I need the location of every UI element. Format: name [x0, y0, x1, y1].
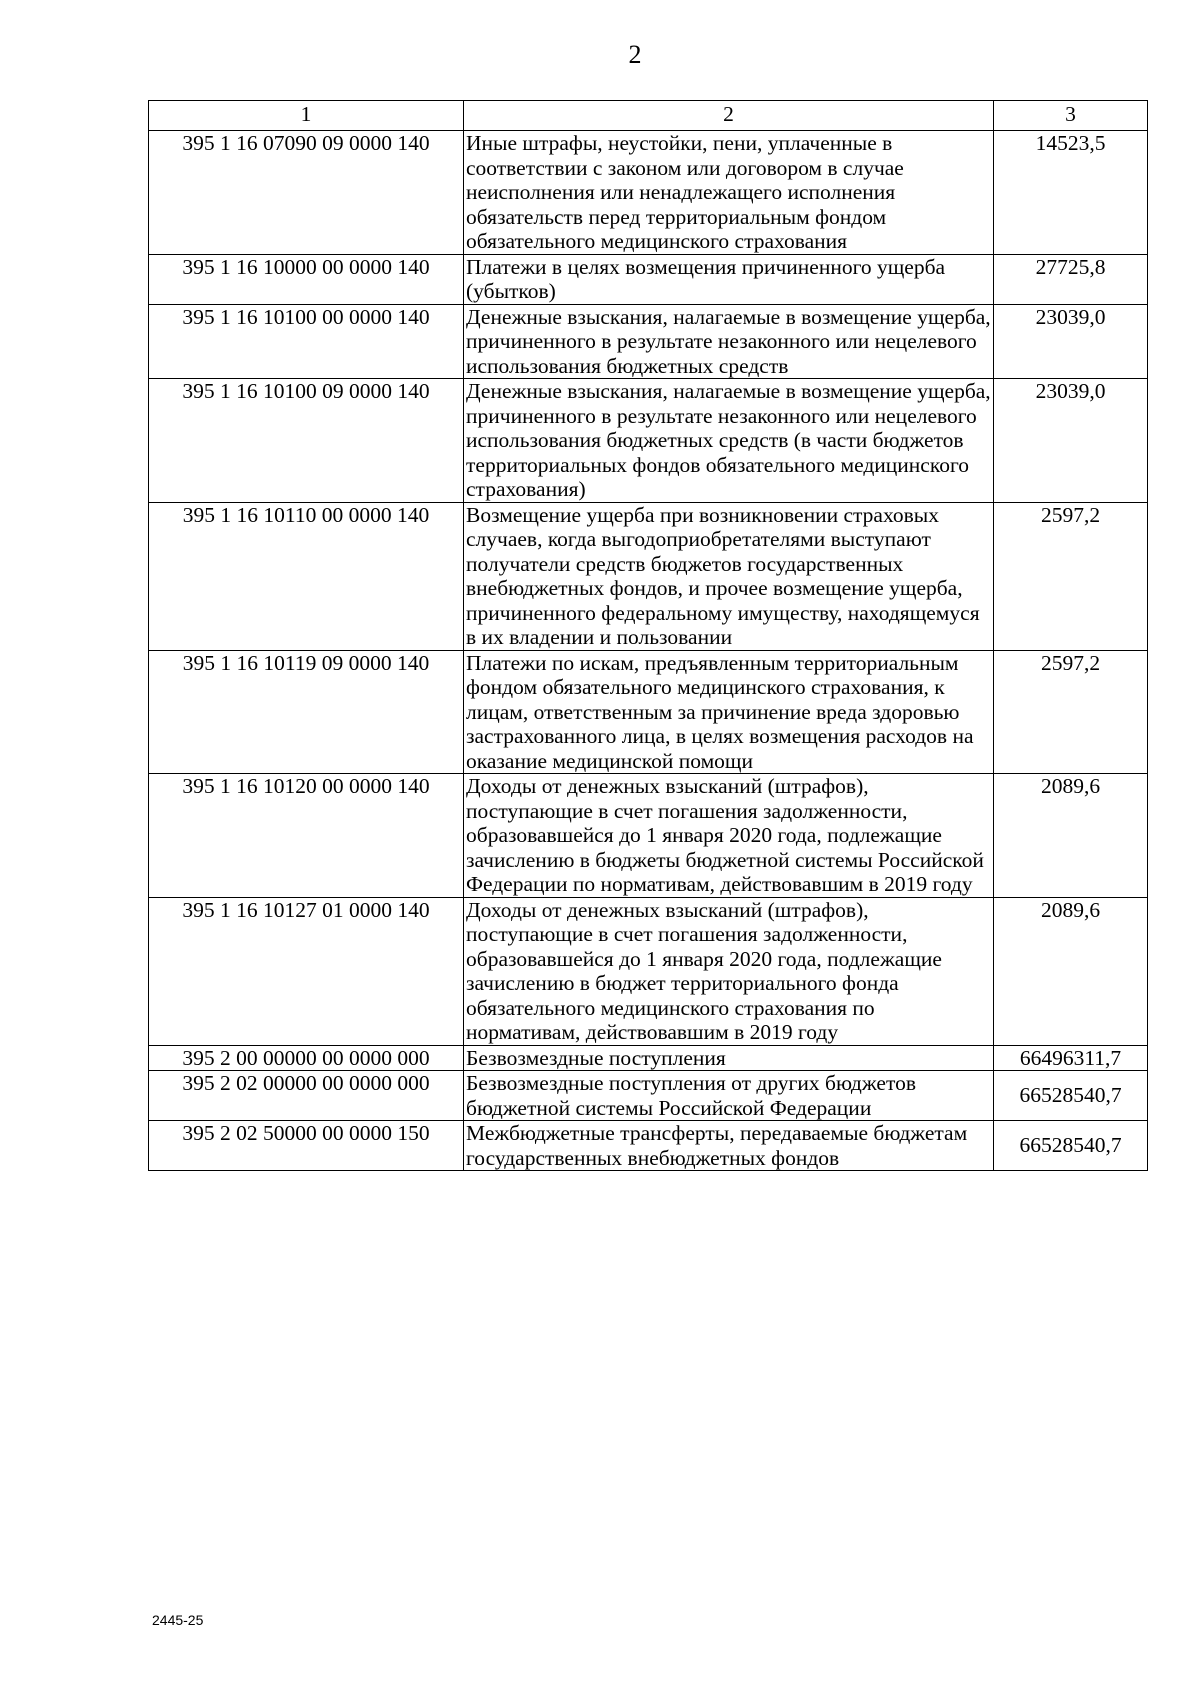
- table-row: [149, 1121, 1148, 1171]
- row-amount: 66496311,7: [994, 1045, 1148, 1071]
- row-description: Денежные взыскания, налагаемые в возмещение ущерба, причиненного в результате незаконного или нецелевого использования бюджетных средств: [464, 304, 994, 379]
- table-row: [149, 502, 1148, 650]
- row-amount: 2089,6: [994, 774, 1148, 898]
- row-description: Платежи в целях возмещения причиненного ущерба (убытков): [464, 254, 994, 304]
- row-amount: 2597,2: [994, 502, 1148, 650]
- row-code: 395 1 16 10110 00 0000 140: [149, 502, 464, 650]
- table-header-row: [149, 101, 1148, 131]
- row-amount: 27725,8: [994, 254, 1148, 304]
- row-amount: 2089,6: [994, 897, 1148, 1045]
- row-description: Платежи по искам, предъявленным территориальным фондом обязательного медицинского страхования, к лицам, ответственным за причинение вреда здоровью застрахованного лица, в целях возмещения расходов на оказание медицинской помощи: [464, 650, 994, 774]
- row-code: 395 1 16 10100 00 0000 140: [149, 304, 464, 379]
- row-description: Межбюджетные трансферты, передаваемые бюджетам государственных внебюджетных фондов: [464, 1121, 994, 1171]
- row-code: 395 2 02 00000 00 0000 000: [149, 1071, 464, 1121]
- column-header-description: 2: [464, 101, 994, 131]
- row-amount: 66528540,7: [994, 1071, 1148, 1121]
- row-description: Денежные взыскания, налагаемые в возмещение ущерба, причиненного в результате незаконного или нецелевого использования бюджетных средств (в части бюджетов территориальных фондов обязательного медицинского страхования): [464, 379, 994, 503]
- row-description: Безвозмездные поступления: [464, 1045, 994, 1071]
- row-amount: 2597,2: [994, 650, 1148, 774]
- row-code: 395 2 00 00000 00 0000 000: [149, 1045, 464, 1071]
- column-header-code: 1: [149, 101, 464, 131]
- row-code: 395 1 16 10000 00 0000 140: [149, 254, 464, 304]
- table-row: [149, 1071, 1148, 1121]
- table-row: [149, 897, 1148, 1045]
- row-amount: 14523,5: [994, 131, 1148, 255]
- row-amount: 23039,0: [994, 379, 1148, 503]
- row-amount: 66528540,7: [994, 1121, 1148, 1171]
- table-row: [149, 650, 1148, 774]
- table-row: [149, 131, 1148, 255]
- row-code: 395 1 16 10120 00 0000 140: [149, 774, 464, 898]
- document-code: 2445-25: [152, 1612, 204, 1628]
- column-header-amount: 3: [994, 101, 1148, 131]
- row-description: Доходы от денежных взысканий (штрафов), поступающие в счет погашения задолженности, образовавшейся до 1 января 2020 года, подлежащие зачислению в бюджеты бюджетной системы Российской Федерации по нормативам, действовавшим в 2019 году: [464, 774, 994, 898]
- table-row: [149, 304, 1148, 379]
- revenue-table: [148, 100, 1148, 1171]
- row-code: 395 1 16 10119 09 0000 140: [149, 650, 464, 774]
- row-code: 395 1 16 07090 09 0000 140: [149, 131, 464, 255]
- row-amount: 23039,0: [994, 304, 1148, 379]
- row-code: 395 1 16 10127 01 0000 140: [149, 897, 464, 1045]
- table-row: [149, 774, 1148, 898]
- table-row: [149, 254, 1148, 304]
- row-code: 395 2 02 50000 00 0000 150: [149, 1121, 464, 1171]
- page-number: 2: [628, 40, 642, 69]
- row-code: 395 1 16 10100 09 0000 140: [149, 379, 464, 503]
- row-description: Иные штрафы, неустойки, пени, уплаченные в соответствии с законом или договором в случае неисполнения или ненадлежащего исполнения обязательств перед территориальным фондом обязательного медицинского страхования: [464, 131, 994, 255]
- table-row: [149, 379, 1148, 503]
- row-description: Доходы от денежных взысканий (штрафов), поступающие в счет погашения задолженности, образовавшейся до 1 января 2020 года, подлежащие зачислению в бюджет территориального фонда обязательного медицинского страхования по нормативам, действовавшим в 2019 году: [464, 897, 994, 1045]
- row-description: Безвозмездные поступления от других бюджетов бюджетной системы Российской Федерации: [464, 1071, 994, 1121]
- row-description: Возмещение ущерба при возникновении страховых случаев, когда выгодоприобретателями выступают получатели средств бюджетов государственных внебюджетных фондов, и прочее возмещение ущерба, причиненного федеральному имуществу, находящемуся в их владении и пользовании: [464, 502, 994, 650]
- table-row: [149, 1045, 1148, 1071]
